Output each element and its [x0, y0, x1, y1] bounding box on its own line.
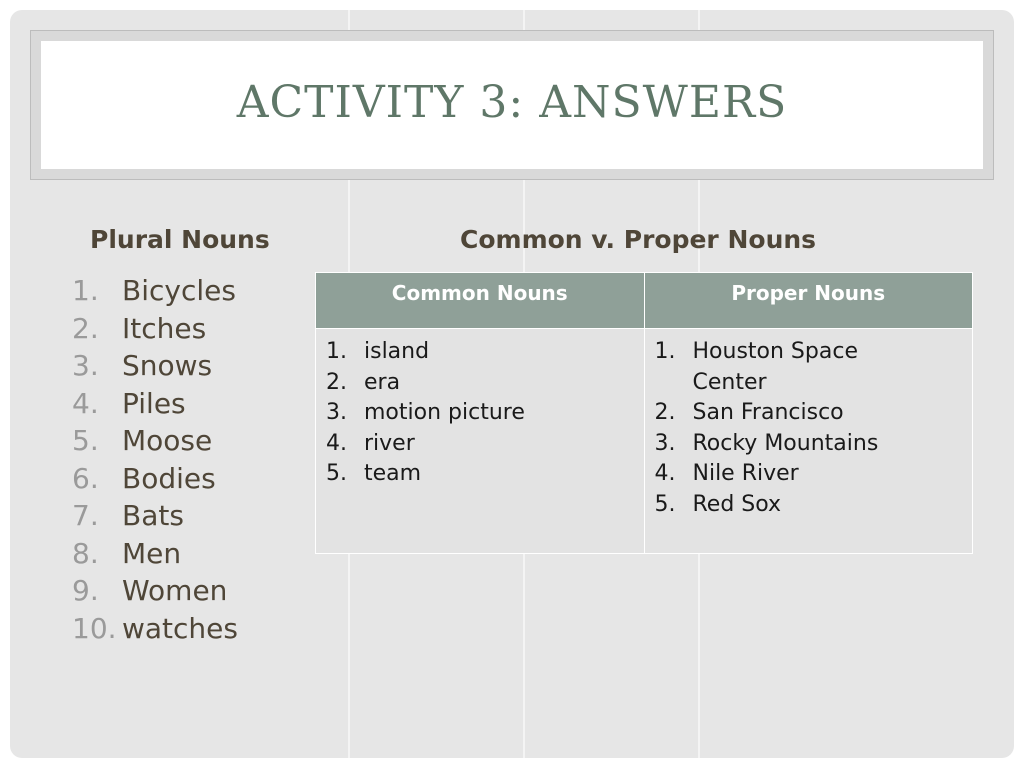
- list-item: [326, 398, 636, 429]
- list-word: Bicycles: [122, 274, 236, 307]
- list-number: 1.: [326, 339, 347, 364]
- list-number: 4.: [72, 386, 99, 420]
- list-number: 6.: [72, 461, 99, 495]
- list-text: era: [364, 369, 401, 395]
- list-text: island: [364, 339, 430, 364]
- list-item: [326, 337, 636, 368]
- list-text: motion picture: [364, 400, 525, 425]
- list-number: 3.: [72, 349, 99, 382]
- list-number: 3.: [654, 430, 676, 456]
- list-text: Red Sox: [692, 491, 782, 517]
- list-item: [72, 422, 238, 460]
- slide: [10, 10, 1014, 758]
- common-proper-heading: Common v. Proper Nouns: [460, 225, 817, 254]
- list-item: [72, 497, 238, 535]
- list-item: [72, 310, 238, 348]
- list-number: 1.: [72, 274, 99, 307]
- list-item: [655, 429, 965, 460]
- list-number: 4.: [326, 430, 347, 456]
- list-text: Houston Space Center: [692, 339, 858, 395]
- list-number: 5.: [72, 424, 99, 457]
- list-word: Piles: [122, 386, 186, 420]
- list-item: [72, 272, 238, 310]
- list-item: [326, 368, 636, 399]
- plural-nouns-heading: Plural Nouns: [90, 225, 270, 254]
- title-frame: [30, 30, 994, 180]
- proper-nouns-list: [655, 337, 965, 520]
- common-nouns-cell: [316, 329, 645, 554]
- proper-nouns-cell: [644, 329, 973, 554]
- list-item: [326, 429, 636, 460]
- list-word: Moose: [122, 424, 213, 457]
- list-word: Women: [122, 574, 228, 607]
- list-item: [655, 459, 965, 490]
- list-word: watches: [122, 611, 238, 645]
- nouns-table: [315, 272, 973, 554]
- list-text: river: [364, 430, 415, 456]
- list-text: team: [364, 461, 422, 486]
- list-number: 2.: [654, 400, 676, 425]
- list-text: Rocky Mountains: [692, 430, 879, 456]
- plural-nouns-list: [72, 272, 238, 647]
- list-item: [655, 490, 965, 521]
- list-number: 3.: [326, 400, 347, 425]
- table-header-row: [316, 273, 973, 329]
- list-item: [72, 610, 238, 648]
- list-number: 7.: [72, 499, 99, 532]
- column-header-common: Common Nouns: [316, 273, 645, 329]
- list-number: 1.: [654, 339, 676, 364]
- list-item: [72, 347, 238, 385]
- list-word: Snows: [122, 349, 213, 382]
- list-item: [72, 572, 238, 610]
- list-item: [72, 460, 238, 498]
- list-number: 9.: [72, 574, 99, 607]
- list-number: 5.: [326, 461, 347, 486]
- list-word: Bats: [122, 499, 184, 532]
- list-number: 5.: [654, 491, 676, 517]
- common-nouns-list: [326, 337, 636, 490]
- list-item: [655, 398, 965, 429]
- slide-title: ACTIVITY 3: ANSWERS: [236, 76, 788, 128]
- list-word: Itches: [122, 311, 207, 345]
- list-number: 2.: [72, 311, 99, 345]
- list-number: 8.: [72, 536, 99, 570]
- list-item: [72, 385, 238, 423]
- list-item: [72, 535, 238, 573]
- list-item: [655, 337, 965, 398]
- list-word: Bodies: [122, 461, 216, 495]
- list-number: 2.: [326, 369, 347, 395]
- list-text: Nile River: [692, 461, 799, 486]
- column-header-proper: Proper Nouns: [644, 273, 973, 329]
- title-box: [41, 41, 983, 169]
- list-number: 10.: [72, 611, 117, 645]
- list-item: [326, 459, 636, 490]
- list-word: Men: [122, 536, 182, 570]
- table-row: [316, 329, 973, 554]
- list-text: San Francisco: [692, 400, 844, 425]
- list-number: 4.: [654, 461, 676, 486]
